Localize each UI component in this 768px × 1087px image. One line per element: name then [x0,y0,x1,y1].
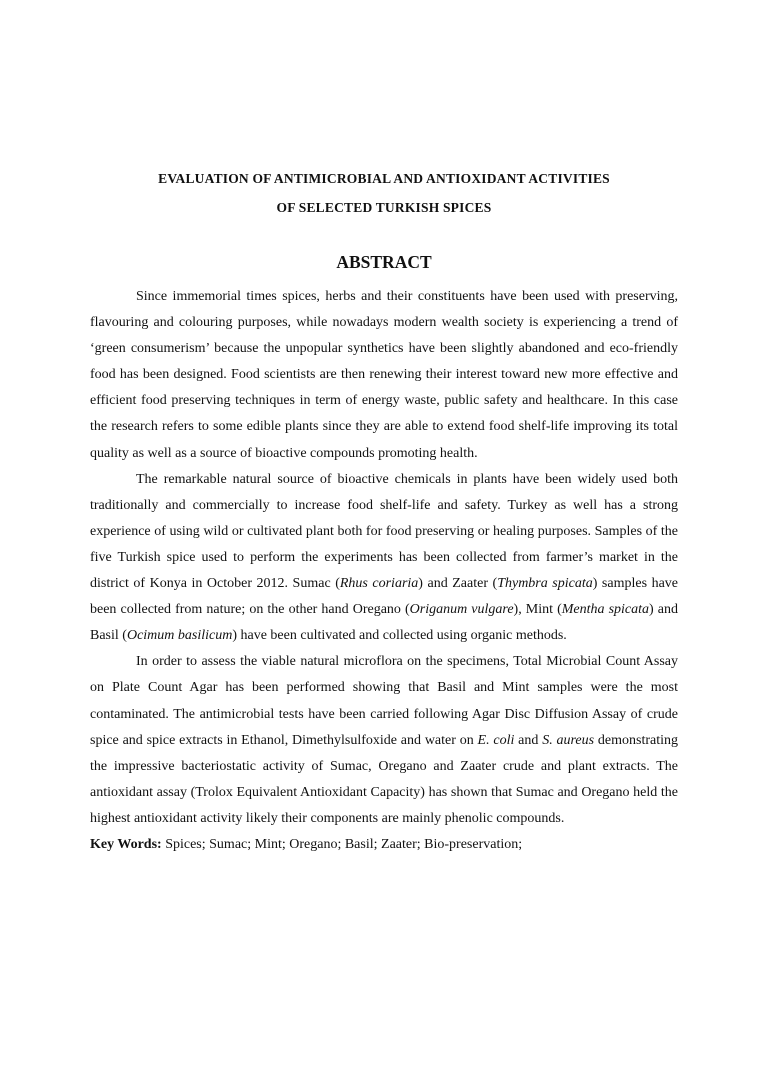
abstract-paragraph-3 [90,649,678,832]
abstract-paragraph-2 [90,467,678,650]
paragraph-2-text-4: ), Mint ( [513,602,562,618]
title-line-1: EVALUATION OF ANTIMICROBIAL AND ANTIOXIDANT ACTIVITIES [158,171,610,186]
paragraph-2-text-1: The remarkable natural source of bioactive chemicals in plants have been widely used both traditionally and commercially to increase food shelf-life and safety. Turkey as well has a strong experience of using wild or cultivated plant both for food preserving or healing purposes. Samples of the five Turkish spice used to perform the experiments has been collected from farmer’s market in the district of Konya in October 2012. Sumac ( [90,471,678,592]
species-e-coli: E. coli [477,732,515,748]
abstract-body [90,284,678,858]
species-s-aureus: S. aureus [542,732,595,748]
species-ocimum-basilicum: Ocimum basilicum [126,628,233,644]
species-rhus-coriaria: Rhus coriaria [339,576,419,592]
paragraph-2-text-5: ) and Basil ( [90,602,678,644]
paragraph-3-text-2: and [514,732,543,748]
paragraph-2-text-2: ) and Zaater ( [418,576,498,592]
keywords-label: Key Words: [90,836,162,852]
species-origanum-vulgare: Origanum vulgare [409,602,514,618]
species-mentha-spicata: Mentha spicata [561,602,650,618]
keywords-list: Spices; Sumac; Mint; Oregano; Basil; Zaater; Bio-preservation; [161,836,523,852]
keywords [90,832,678,858]
abstract-heading: ABSTRACT [336,252,432,272]
abstract-paragraph-1: Since immemorial times spices, herbs and their constituents have been used with preserving, flavouring and colouring purposes, while nowadays modern wealth society is experiencing a trend of ‘green consumerism’ because the unpopular synthetics have been slightly abandoned and eco-friendly food has been designed. Food scientists are then renewing their interest toward new more effective and efficient food preserving techniques in term of energy waste, public safety and healthcare. In this case the research refers to some edible plants since they are able to extend food shelf-life improving its total quality as well as a source of bioactive compounds promoting health. [90,289,678,461]
species-thymbra-spicata: Thymbra spicata [497,576,593,592]
title-line-2: OF SELECTED TURKISH SPICES [276,200,492,215]
paragraph-2-text-3: ) samples have been collected from nature; on the other hand Oregano ( [90,576,678,618]
paragraph-3-text-3: demonstrating the impressive bacteriostatic activity of Sumac, Oregano and Zaater crude and plant extracts. The antioxidant assay (Trolox Equivalent Antioxidant Capacity) has shown that Sumac and Oregano held the highest antioxidant activity likely their components are mainly phenolic compounds. [90,732,679,826]
paragraph-3-text-1: In order to assess the viable natural microflora on the specimens, Total Microbial Count Assay on Plate Count Agar has been performed showing that Basil and Mint samples were the most contaminated. The antimicrobial tests have been carried following Agar Disc Diffusion Assay of crude spice and spice extracts in Ethanol, Dimethylsulfoxide and water on [90,654,678,748]
paragraph-2-text-6: ) have been cultivated and collected using organic methods. [232,628,567,644]
